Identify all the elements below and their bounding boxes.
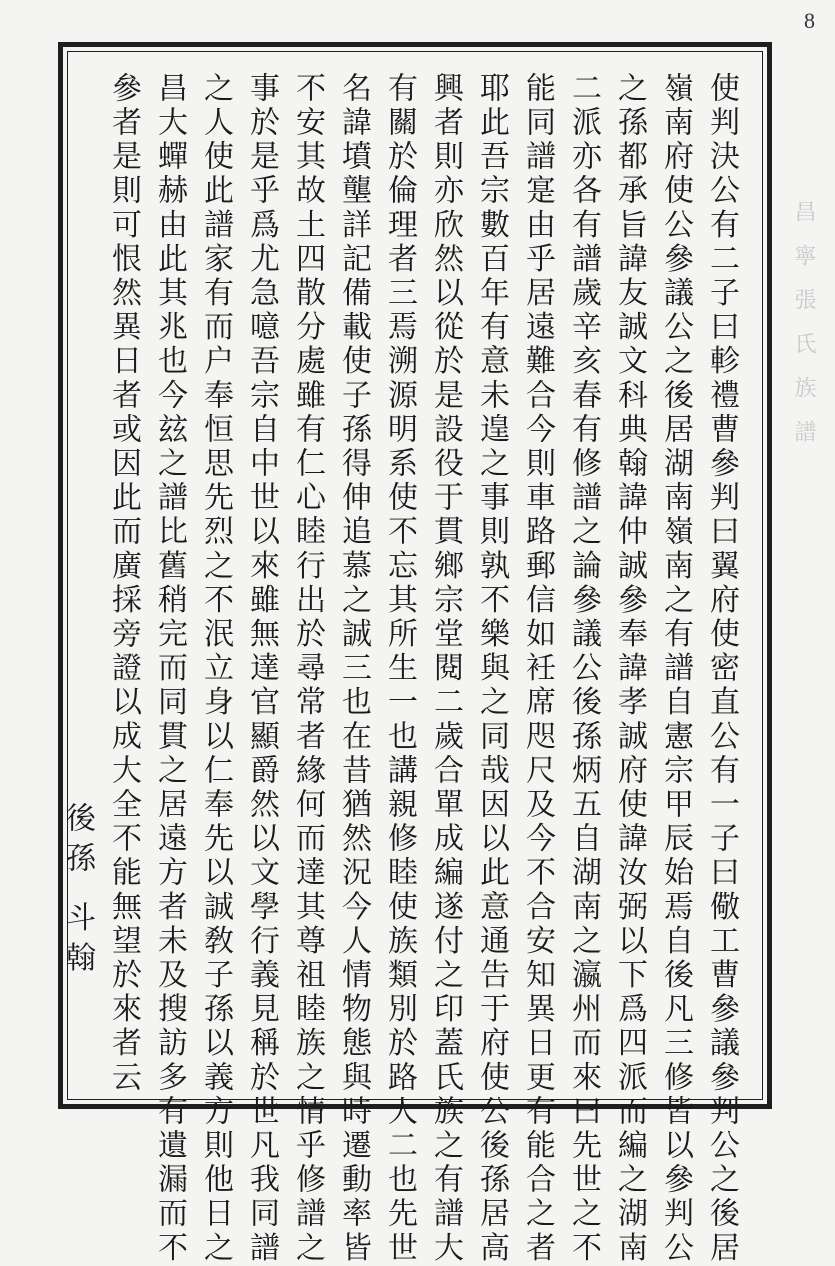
text-column-9: 名諱墳壟詳記備載使子孫得伸追慕之誠三也在昔猶然況今人情物態與時遷動率皆: [336, 72, 371, 1266]
text-column-4: 二派亦各有譜歲辛亥春有修譜之論參議公後孫炳五自湖南之瀛州而來曰先世之不: [566, 72, 601, 1266]
text-column-12: 之人使此譜家有而户奉恒思先烈之不泯立身以仁奉先以誠敎子孫以義方則他日之: [198, 72, 233, 1266]
text-column-3: 之孫都承旨諱友誠文科典翰諱仲誠參奉諱孝誠府使諱汝弼以下爲四派而編之湖南: [612, 72, 647, 1266]
bleed-through-text: 昌寧張氏族譜: [791, 200, 816, 464]
text-panel: [60, 51, 763, 1266]
text-column-11: 事於是乎爲尤急噫吾宗自中世以來雖無達官顯爵然以文學行義見稱於世凡我同譜: [244, 72, 279, 1266]
text-column-6: 耶此吾宗數百年有意未遑之事則孰不樂與之同哉因以此意通告于府使公後孫居高: [474, 72, 509, 1266]
text-column-13: 昌大蟬赫由此其兆也今玆之譜比舊稍完而同貫之居遠方者未及搜訪多有遺漏而不: [152, 72, 187, 1266]
signature: 後孫 斗翰: [60, 802, 95, 982]
text-columns: [54, 72, 744, 1266]
text-column-1: 使判決公有二子曰軫禮曹參判曰翼府使密直公有一子曰儆工曹參議參判公之後居: [704, 72, 739, 1266]
text-column-2: 嶺南府使公參議公之後居湖南嶺南之有譜自憲宗甲辰始焉自後凡三修皆以參判公: [658, 72, 693, 1266]
text-column-14: 參者是則可恨然異日者或因此而廣採旁證以成大全不能無望於來者云: [106, 72, 141, 1095]
page-number: 8: [804, 8, 815, 33]
text-column-7: 興者則亦欣然以從於是設役于貫鄉宗堂閱二歲合單成編遂付之印蓋氏族之有譜大: [428, 72, 463, 1266]
text-column-10: 不安其故土四散分處雖有仁心睦行出於尋常者緣何而達其尊祖睦族之情乎修譜之: [290, 72, 325, 1266]
text-column-8: 有關於倫理者三焉溯源明系使不忘其所生一也講親修睦使族類別於路人二也先世: [382, 72, 417, 1266]
text-column-5: 能同譜寔由乎居遠難合今則車路郵信如衽席咫尺及今不合安知異日更有能合之者: [520, 72, 555, 1266]
